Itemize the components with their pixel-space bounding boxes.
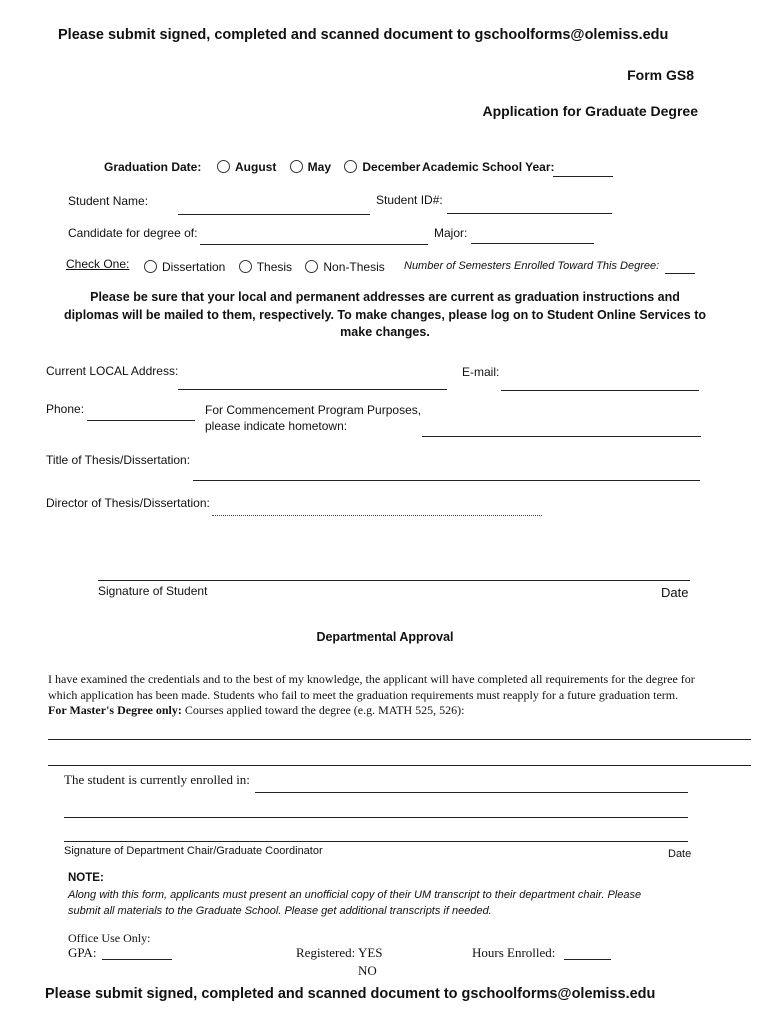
address-notice: Please be sure that your local and permanent addresses are current as graduation instructions and diplomas will be mailed to them, respectively. To make changes, please log on to Student Online Services to make changes. xyxy=(63,290,707,339)
student-signature-field[interactable] xyxy=(98,580,690,581)
radio-thesis[interactable] xyxy=(239,260,252,273)
radio-december[interactable] xyxy=(344,160,357,173)
office-use-heading: Office Use Only: xyxy=(68,931,151,945)
student-name-label: Student Name: xyxy=(68,194,149,208)
form-id: Form GS8 xyxy=(627,67,694,83)
semesters-label: Number of Semesters Enrolled Toward This Degree: xyxy=(404,260,660,272)
student-date-label: Date xyxy=(661,585,689,600)
radio-non-thesis[interactable] xyxy=(305,260,318,273)
thesis-director-field[interactable] xyxy=(212,515,542,516)
student-name-field[interactable] xyxy=(178,214,370,215)
local-address-label: Current LOCAL Address: xyxy=(46,364,179,378)
radio-dissertation[interactable] xyxy=(144,260,157,273)
candidate-degree-label: Candidate for degree of: xyxy=(68,226,198,240)
thesis-director-label: Director of Thesis/Dissertation: xyxy=(46,496,210,510)
option-may[interactable]: May xyxy=(290,160,331,174)
masters-line: For Master's Degree only: Courses applied toward the degree (e.g. MATH 525, 526): xyxy=(48,703,465,717)
note-heading: NOTE: xyxy=(68,872,104,884)
student-id-label: Student ID#: xyxy=(376,193,443,207)
thesis-title-label: Title of Thesis/Dissertation: xyxy=(46,453,191,467)
phone-field[interactable] xyxy=(87,420,195,421)
courses-field-2[interactable] xyxy=(48,765,751,766)
email-label: E-mail: xyxy=(462,365,500,379)
note-text: Along with this form, applicants must present an unofficial copy of their UM transcript to their department chair. Please submit all materials to the Graduate School. Please get additional transcripts if needed. xyxy=(68,889,642,917)
graduation-options xyxy=(217,160,430,174)
option-dissertation[interactable]: Dissertation xyxy=(144,260,225,274)
enrolled-field-2[interactable] xyxy=(64,817,688,818)
major-field[interactable] xyxy=(471,243,594,244)
semesters-field[interactable] xyxy=(665,273,695,274)
form-title: Application for Graduate Degree xyxy=(482,103,698,119)
gpa-label: GPA: xyxy=(68,945,97,960)
submit-instruction-bottom: Please submit signed, completed and scanned document to gschoolforms@olemiss.edu xyxy=(45,986,656,1002)
thesis-title-field[interactable] xyxy=(193,480,700,481)
chair-signature-field[interactable] xyxy=(64,841,688,842)
enrolled-field[interactable] xyxy=(255,792,688,793)
option-august[interactable]: August xyxy=(217,160,276,174)
radio-may[interactable] xyxy=(290,160,303,173)
submit-instruction-top: Please submit signed, completed and scanned document to gschoolforms@olemiss.edu xyxy=(58,27,669,43)
school-year-label: Academic School Year: xyxy=(422,160,555,174)
major-label: Major: xyxy=(434,226,468,240)
student-id-field[interactable] xyxy=(447,213,612,214)
email-field[interactable] xyxy=(501,390,699,391)
registered-yes: Registered: YES xyxy=(296,945,383,960)
hometown-field[interactable] xyxy=(422,436,701,437)
gpa-field[interactable] xyxy=(102,959,172,960)
registered-no: NO xyxy=(358,963,377,978)
hours-enrolled-label: Hours Enrolled: xyxy=(472,945,556,960)
graduation-date-label: Graduation Date: xyxy=(104,160,202,174)
courses-field-1[interactable] xyxy=(48,739,751,740)
option-december[interactable]: December xyxy=(344,160,420,174)
check-one-label: Check One: xyxy=(66,257,130,271)
degree-type-options xyxy=(144,260,395,274)
hometown-label: For Commencement Program Purposes, please indicate hometown: xyxy=(205,403,422,433)
option-thesis[interactable]: Thesis xyxy=(239,260,292,274)
hours-enrolled-field[interactable] xyxy=(564,959,611,960)
approval-heading: Departmental Approval xyxy=(316,630,454,644)
school-year-field[interactable] xyxy=(553,176,613,177)
chair-date-label: Date xyxy=(668,848,692,860)
candidate-degree-field[interactable] xyxy=(200,244,428,245)
student-signature-label: Signature of Student xyxy=(98,584,208,598)
chair-signature-label: Signature of Department Chair/Graduate Coordinator xyxy=(64,845,323,857)
phone-label: Phone: xyxy=(46,402,85,416)
radio-august[interactable] xyxy=(217,160,230,173)
enrolled-label: The student is currently enrolled in: xyxy=(64,772,250,787)
local-address-field[interactable] xyxy=(178,389,447,390)
approval-paragraph: I have examined the credentials and to the best of my knowledge, the applicant will have completed all requirements for the degree for which application has been made. Students who fail to meet the graduation requirements must reapply for a future graduation term. For Master's Degree only: Courses applied toward the degree (e.g. MATH 525, 526): xyxy=(48,672,695,717)
option-non-thesis[interactable]: Non-Thesis xyxy=(305,260,384,274)
